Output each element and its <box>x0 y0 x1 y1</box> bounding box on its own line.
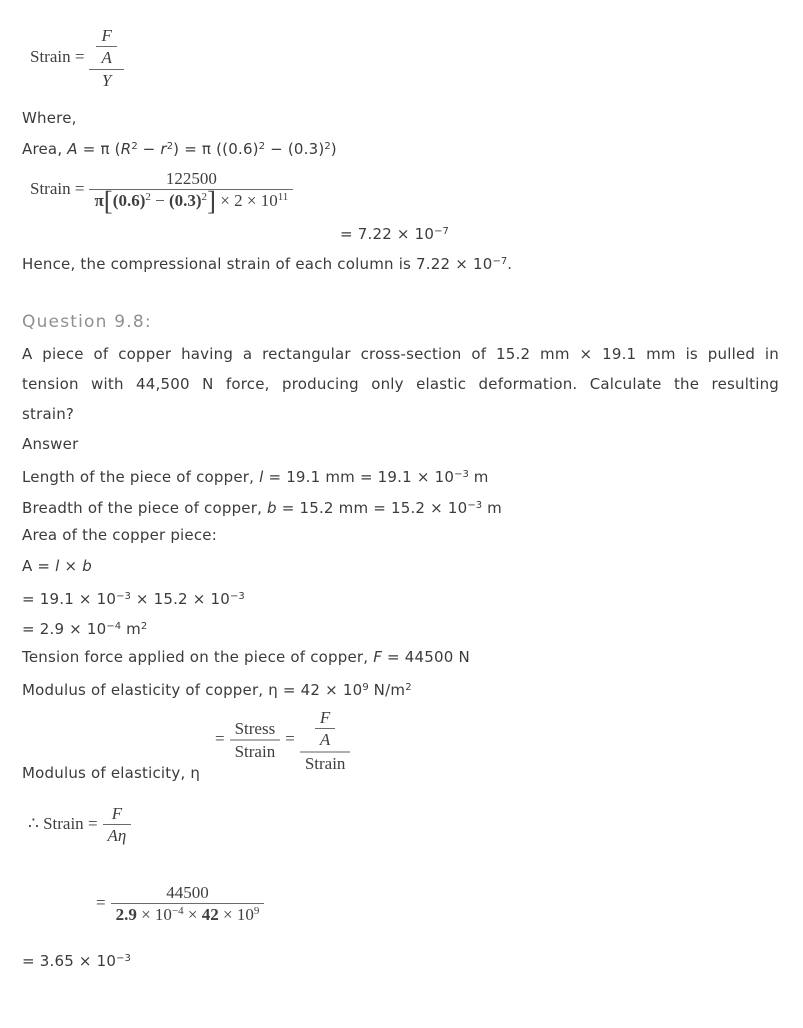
stress-strain-fraction <box>230 718 281 763</box>
question-line-2: tension with 44,500 N force, producing only elastic deformation. Calculate the resulting <box>22 375 779 393</box>
f5-equals: = <box>96 892 106 912</box>
stress-label: Stress <box>234 719 276 739</box>
area-equation-line: Area, A = π $(R^2 - r^2) = \pi$ $((0.6)^2 - (0.3)^2)$ <box>22 140 337 158</box>
f3-equals-2: = <box>285 729 295 749</box>
f5-numerator: 44500 <box>166 883 209 902</box>
f3-a: A <box>315 728 335 750</box>
formula-stress-strain <box>212 707 352 774</box>
calc-line-2: = $2.9 \times 10^{-4}$ $m^2$ <box>22 620 148 638</box>
strain-label-1: Strain <box>230 739 281 762</box>
f-over-a-strain-fraction <box>300 707 351 774</box>
answer-label: Answer <box>22 435 79 453</box>
question-line-3: strain? <box>22 405 75 423</box>
f3-equals-1: = <box>215 729 225 749</box>
question-heading: Question 9.8: <box>22 312 152 332</box>
fraction-44500 <box>111 882 265 926</box>
hence-line: Hence, the compressional strain of each column is $7.22 \times 10^{-7}$. <box>22 255 513 273</box>
f3-f: F <box>319 708 331 727</box>
f-aeta-fraction <box>103 803 132 847</box>
tension-line: Tension force applied on the piece of copper, F = 44500 N <box>22 648 470 666</box>
formula-strain-y <box>27 25 126 91</box>
modulus-copper-line: Modulus of elasticity of copper, $\eta = 42 \times 10^9$ $N/m^2$ <box>22 681 412 699</box>
modulus-elasticity-label: Modulus of elasticity, η <box>22 764 201 782</box>
f5-denominator: $2.9 \times 10^{-4} \times 42 \times 10^9$ <box>111 903 265 925</box>
question-line-1: A piece of copper having a rectangular cross-section of 15.2 mm × 19.1 mm is pulled in <box>22 345 779 363</box>
formula-122500-numerator: 122500 <box>165 169 217 188</box>
area-copper-label: Area of the copper piece: <box>22 526 217 544</box>
formula-strain-122500 <box>27 168 295 217</box>
formula-strain-y-fraction <box>89 25 123 91</box>
formula-122500-lhs: Strain = <box>30 178 85 198</box>
calc-line-1: = $19.1 \times 10^{-3} \times 15.2 \times 10^{-3}$ <box>22 590 245 608</box>
final-result-line: = $3.65 \times 10^{-3}$ <box>22 952 131 970</box>
f4-f: F <box>111 804 123 823</box>
therefore-strain-label: ∴ Strain = <box>28 813 98 833</box>
question-paragraph <box>22 345 779 435</box>
formula-122500-fraction <box>89 168 293 217</box>
strain-label-2: Strain <box>300 751 351 774</box>
result-7-22: = $7.22 \times 10^{-7}$ <box>340 225 449 243</box>
where-label: Where, <box>22 109 77 127</box>
formula-122500-denominator: $\pi[(0.6)^2 - (0.3)^2] \times 2 \times 10^{11}$ <box>89 189 293 211</box>
length-line: Length of the piece of copper, l = 19.1 mm = $19.1 \times 10^{-3}$ m <box>22 468 489 486</box>
formula-strain-y-lhs: Strain = <box>30 46 85 66</box>
formula-y: Y <box>89 69 123 91</box>
area-formula-line: A = l × b <box>22 557 92 575</box>
formula-f: F <box>101 26 112 45</box>
formula-a: A <box>96 46 116 68</box>
formula-44500-fraction <box>93 882 266 926</box>
breadth-line: Breadth of the piece of copper, b = 15.2 mm = $15.2 \times 10^{-3}$ m <box>22 499 502 517</box>
f4-aeta: Aη <box>103 824 132 846</box>
formula-strain-f-aeta <box>25 803 133 847</box>
